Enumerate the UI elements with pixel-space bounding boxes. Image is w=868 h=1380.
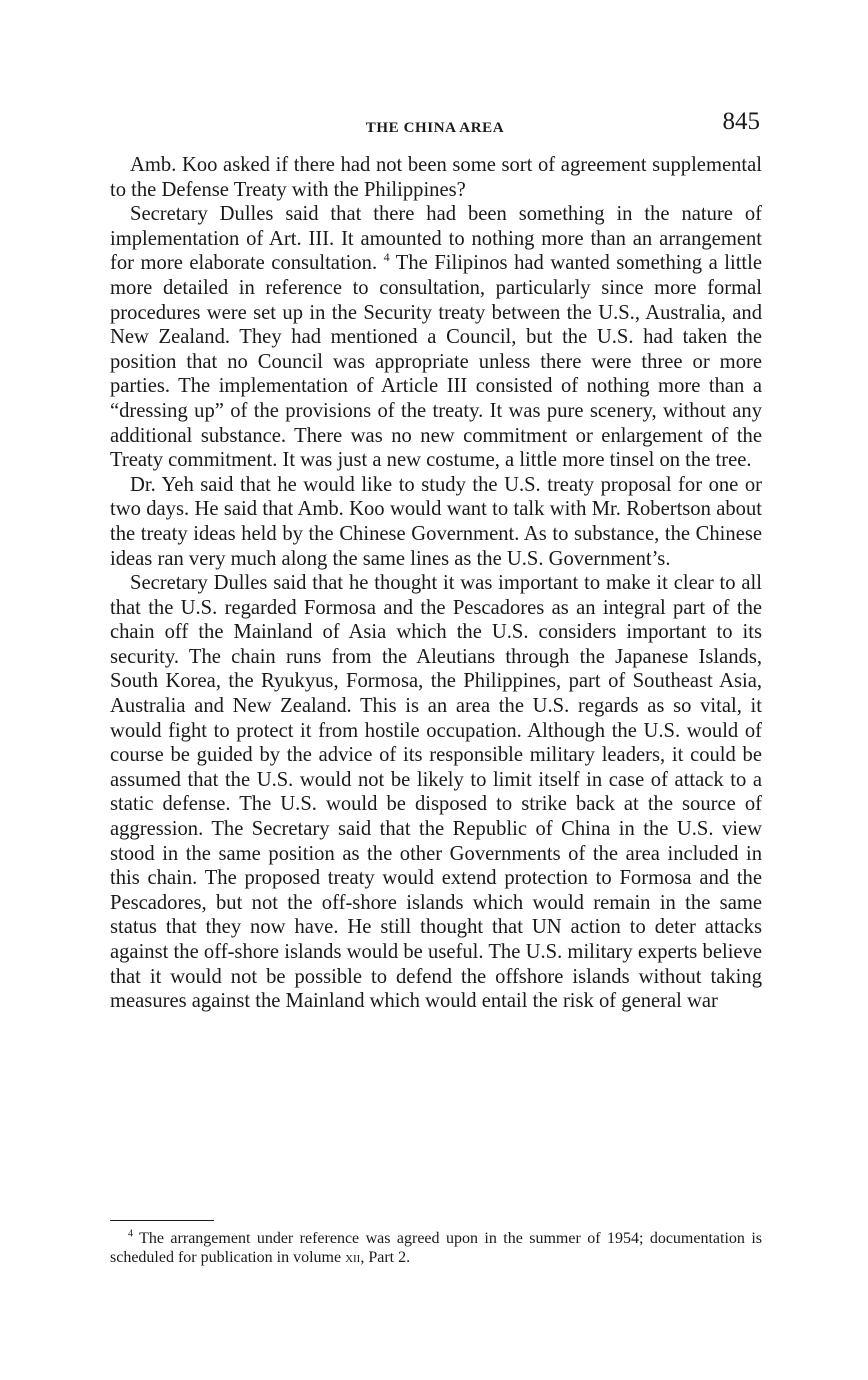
- footnote-tail: , Part 2.: [360, 1249, 411, 1266]
- paragraph-koo-question: Amb. Koo asked if there had not been some sort of agreement supplemental to the Defense Treaty with the Philippines?: [110, 154, 762, 201]
- running-title: THE CHINA AREA: [365, 120, 505, 136]
- footnote-text: [110, 1229, 762, 1267]
- paragraph-dulles-implementation: [110, 202, 762, 473]
- footnote: [110, 1229, 762, 1267]
- footnote-marker: 4: [128, 1228, 133, 1240]
- footnote-reference[interactable]: 4: [383, 250, 390, 265]
- paragraph-text: Secretary Dulles said that there had been something in the nature of implementation of Art. III. It amounted to nothing more than an arrangement for more elaborate consultation.: [110, 203, 762, 275]
- paragraph-dulles-chain: Secretary Dulles said that he thought it was important to make it clear to all that the U.S. regarded Formosa and the Pescadores as an integral part of the chain off the Mainland of Asia which the U.S. considers important to its security. The chain runs from the Aleutians through the Japanese Islands, South Korea, the Ryukyus, Formosa, the Philippines, part of Southeast Asia, Australia and New Zealand. This is an area the U.S. regards as so vital, it would fight to protect it from hostile occupation. Although the U.S. would of course be guided by the advice of its responsible military leaders, it could be assumed that the U.S. would not be likely to limit itself in case of attack to a static defense. The U.S. would be disposed to strike back at the source of aggression. The Secretary said that the Republic of China in the U.S. view stood in the same position as the other Governments of the area included in this chain. The proposed treaty would extend protection to Formosa and the Pescadores, but not the off-shore islands which would remain in the same status that they now have. He still thought that UN action to deter attacks against the off-shore islands would be useful. The U.S. military experts believe that it would not be possible to defend the offshore islands without taking measures against the Mainland which would entail the risk of general war: [110, 572, 762, 1013]
- running-head: [110, 108, 760, 144]
- footnote-volume: xii: [345, 1249, 361, 1266]
- paragraph-yeh-study: Dr. Yeh said that he would like to study the U.S. treaty proposal for one or two days. He said that Amb. Koo would want to talk with Mr. Robertson about the treaty ideas held by the Chinese Government. As to substance, the Chinese ideas ran very much along the same lines as the U.S. Government’s.: [110, 473, 762, 570]
- footnote-divider: [110, 1220, 214, 1221]
- page-number: 845: [722, 108, 760, 135]
- footnote-body: The arrangement under reference was agreed upon in the summer of 1954; documentation is scheduled for publication in volume: [110, 1230, 762, 1266]
- body-text: [110, 153, 762, 1014]
- paragraph-text: The Filipinos had wanted something a little more detailed in reference to consultation, particularly since more formal procedures were set up in the Security treaty between the U.S., Australia, and New Zealand. They had mentioned a Council, but the U.S. had taken the position that no Council was appropriate unless there were three or more parties. The implementation of Article III consisted of nothing more than a “dressing up” of the provisions of the treaty. It was pure scenery, without any additional substance. There was no new commitment or enlargement of the Treaty commitment. It was just a new costume, a little more tinsel on the tree.: [110, 252, 763, 472]
